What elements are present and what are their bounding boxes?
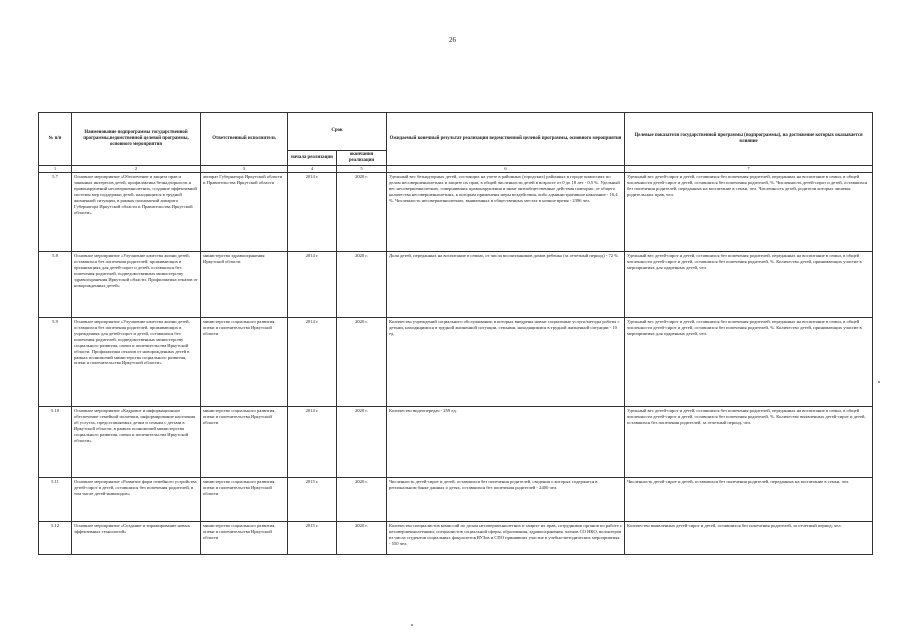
column-number: 5 [337, 166, 387, 173]
column-number-row [39, 166, 873, 173]
table-row [39, 252, 873, 318]
header-term-end: окончания реализации [337, 151, 387, 166]
header-indicators: Целевые показатели государственной программы (подпрограммы), на достижение которых оказывается влияние [625, 113, 873, 166]
header-term-start: начала реализации [288, 151, 337, 166]
table-row [39, 478, 873, 522]
row-executor: аппарат Губернатора Иркутской области и Правительства Иркутской области [201, 173, 288, 252]
row-indicators: Удельный вес детей-сирот и детей, оставшихся без попечения родителей, переданных на воспитание в семьи, в общей численности детей-сирот и детей, оставшихся без попечения родителей, %. Количество детей, принимающих участие в мероприятиях для одаренных детей, чел. [625, 318, 873, 407]
row-end-date: 2020 г. [337, 252, 387, 318]
row-activity-name: Основное мероприятие «Кадровое и информационное обеспечение семейной политики, информирование населения об услугах, предоставляемых детям и семьям с детьми в Иркутской области, в рамках полномочий министерства социального развития, опеки и попечительства Иркутской области» [72, 407, 201, 478]
row-activity-name: Основное мероприятие «Улучшение качества жизни детей, оставшихся без попечения родителей, проживающих в учреждениях для детей-сирот и детей, оставшихся без попечения родителей, подведомственных министерству социального развития, опеки и попечительства Иркутской области. Профилактика отказов от новорожденных детей в рамках полномочий министерства социального развития, опеки и попечительства Иркутской области» [72, 318, 201, 407]
header-term: Срок [288, 113, 387, 151]
column-number: 4 [288, 166, 337, 173]
row-activity-name: Основное мероприятие «Обеспечение и защита прав и законных интересов детей, профилактика безнадзорности и правонарушений несовершеннолетних, создание эффективной системы мер поддержки детей, находящихся в трудной жизненной ситуации, в рамках полномочий аппарата Губернатора Иркутской области и Правительства Иркутской области» [72, 173, 201, 252]
row-executor: министерство социального развития, опеки и попечительства Иркутской области [201, 478, 288, 522]
row-expected-result: Количество специалистов комиссий по делам несовершеннолетних и защите их прав, сотрудников органов по работе с несовершеннолетними, специалистов социальной сферы, образования, здравоохранения, членов СО НКО, волонтеров из числа студентов социальных факультетов ВУЗов и СПО принявших участие в учебно-методических мероприятиях - 550 чел. [387, 522, 625, 555]
row-start-date: 2014 г. [288, 318, 337, 407]
row-expected-result: Количество видеопередач - 259 ед. [387, 407, 625, 478]
row-activity-name: Основное мероприятие «Развитие форм семейного устройства детей-сирот и детей, оставшихся без попечения родителей, в том числе детей-инвалидов» [72, 478, 201, 522]
row-number: 5.7 [39, 173, 72, 252]
row-expected-result: Доля детей, переданных на воспитание в семью, от числа воспитанников домов ребенка (за отчетный период) - 72 % [387, 252, 625, 318]
row-expected-result: Удельный вес безнадзорных детей, состоящих на учете в районных (городских) районных в городе комиссиях по делам несовершеннолетних и защите их прав, в общей численности детей в возрасте от 0 до 18 лет - 0,5 %. Удельный вес несовершеннолетних, совершивших правонарушения и иные антиобщественные действия повторно, от общего количества несовершеннолетних, к которым применены меры воздействия, либо административное наказание - 16,4 %. Численность несовершеннолетних, выявленных в общественных местах в ночное время - 2396 чел. [387, 173, 625, 252]
table-row [39, 522, 873, 555]
header-num: № п/п [39, 113, 72, 166]
row-executor: министерство социального развития, опеки и попечительства Иркутской области [201, 407, 288, 478]
row-number: 5.11 [39, 478, 72, 522]
row-end-date: 2020 г. [337, 478, 387, 522]
table-row [39, 407, 873, 478]
table-row [39, 173, 873, 252]
row-indicators: Численность детей-сирот и детей, оставшихся без попечения родителей, переданных на воспитание в семьи, чел. [625, 478, 873, 522]
row-activity-name: Основное мероприятие «Улучшение качества жизни детей, оставшихся без попечения родителей, проживающих в организациях для детей-сирот и детей, оставшихся без попечения родителей, подведомственных министерству здравоохранения Иркутской области. Профилактика отказов от новорожденных детей» [72, 252, 201, 318]
row-end-date: 2020 г. [337, 318, 387, 407]
page-number: 26 [449, 36, 456, 44]
table-row [39, 318, 873, 407]
row-end-date: 2020 г. [337, 407, 387, 478]
row-start-date: 2014 г. [288, 173, 337, 252]
row-number: 5.8 [39, 252, 72, 318]
column-number: 3 [201, 166, 288, 173]
row-number: 5.9 [39, 318, 72, 407]
row-start-date: 2015 г. [288, 478, 337, 522]
column-number: 2 [72, 166, 201, 173]
row-indicators: Удельный вес детей-сирот и детей, оставшихся без попечения родителей, переданных на воспитание в семьи, в общей численности детей-сирот и детей, оставшихся без попечения родителей, %. Количество выявленных детей-сирот и детей, оставшихся без попечения родителей, за отчетный период, чел. [625, 407, 873, 478]
row-indicators: Удельный вес детей-сирот и детей, оставшихся без попечения родителей, переданных на воспитание в семьи, в общей численности детей-сирот и детей, оставшихся без попечения родителей, %. Численность детей-сирот и детей, оставшихся без попечения родителей, переданных на воспитание в семьи, чел. Численность детей, родители которых лишены родительских прав, чел. [625, 173, 873, 252]
row-executor: министерство социального развития, опеки и попечительства Иркутской области [201, 522, 288, 555]
row-indicators: Количество выявленных детей-сирот и детей, оставшихся без попечения родителей, за отчетный период, чел. [625, 522, 873, 555]
program-table [38, 112, 873, 555]
row-expected-result: Количество учреждений социального обслуживания, в которых внедрены новые социальные услуги/методы работы с детьми, находящимися в трудной жизненной ситуации, семьями, находящимися в трудной жизненной ситуации - 10 ед. [387, 318, 625, 407]
row-start-date: 2015 г. [288, 522, 337, 555]
scan-speck [878, 381, 880, 383]
row-number: 5.12 [39, 522, 72, 555]
row-executor: министерство социального развития, опеки и попечительства Иркутской области [201, 318, 288, 407]
header-row [39, 113, 873, 151]
header-executor: Ответственный исполнитель [201, 113, 288, 166]
scan-speck [411, 624, 413, 626]
header-name: Наименование подпрограммы государственной программы,ведомственной целевой программы, основного мероприятия [72, 113, 201, 166]
row-indicators: Удельный вес детей-сирот и детей, оставшихся без попечения родителей, переданных на воспитание в семьи, в общей численности детей-сирот и детей, оставшихся без попечения родителей, %. Количество детей, принимающих участие в мероприятиях для одаренных детей, чел. [625, 252, 873, 318]
row-start-date: 2014 г. [288, 407, 337, 478]
column-number: 6 [387, 166, 625, 173]
row-activity-name: Основное мероприятие «Создание и тиражирование новых эффективных технологий» [72, 522, 201, 555]
header-expected: Ожидаемый конечный результат реализации ведомственной целевой программы, основного мероприятия [387, 113, 625, 166]
column-number: 7 [625, 166, 873, 173]
column-number: 1 [39, 166, 72, 173]
row-executor: министерство здравоохранения Иркутской области [201, 252, 288, 318]
row-number: 5.10 [39, 407, 72, 478]
row-end-date: 2020 г. [337, 173, 387, 252]
row-expected-result: Численность детей-сирот и детей, оставшихся без попечения родителей, сведения о которых содержатся в региональном банке данных о детях, оставшихся без попечения родителей - 2400 чел. [387, 478, 625, 522]
row-start-date: 2014 г. [288, 252, 337, 318]
row-end-date: 2020 г. [337, 522, 387, 555]
